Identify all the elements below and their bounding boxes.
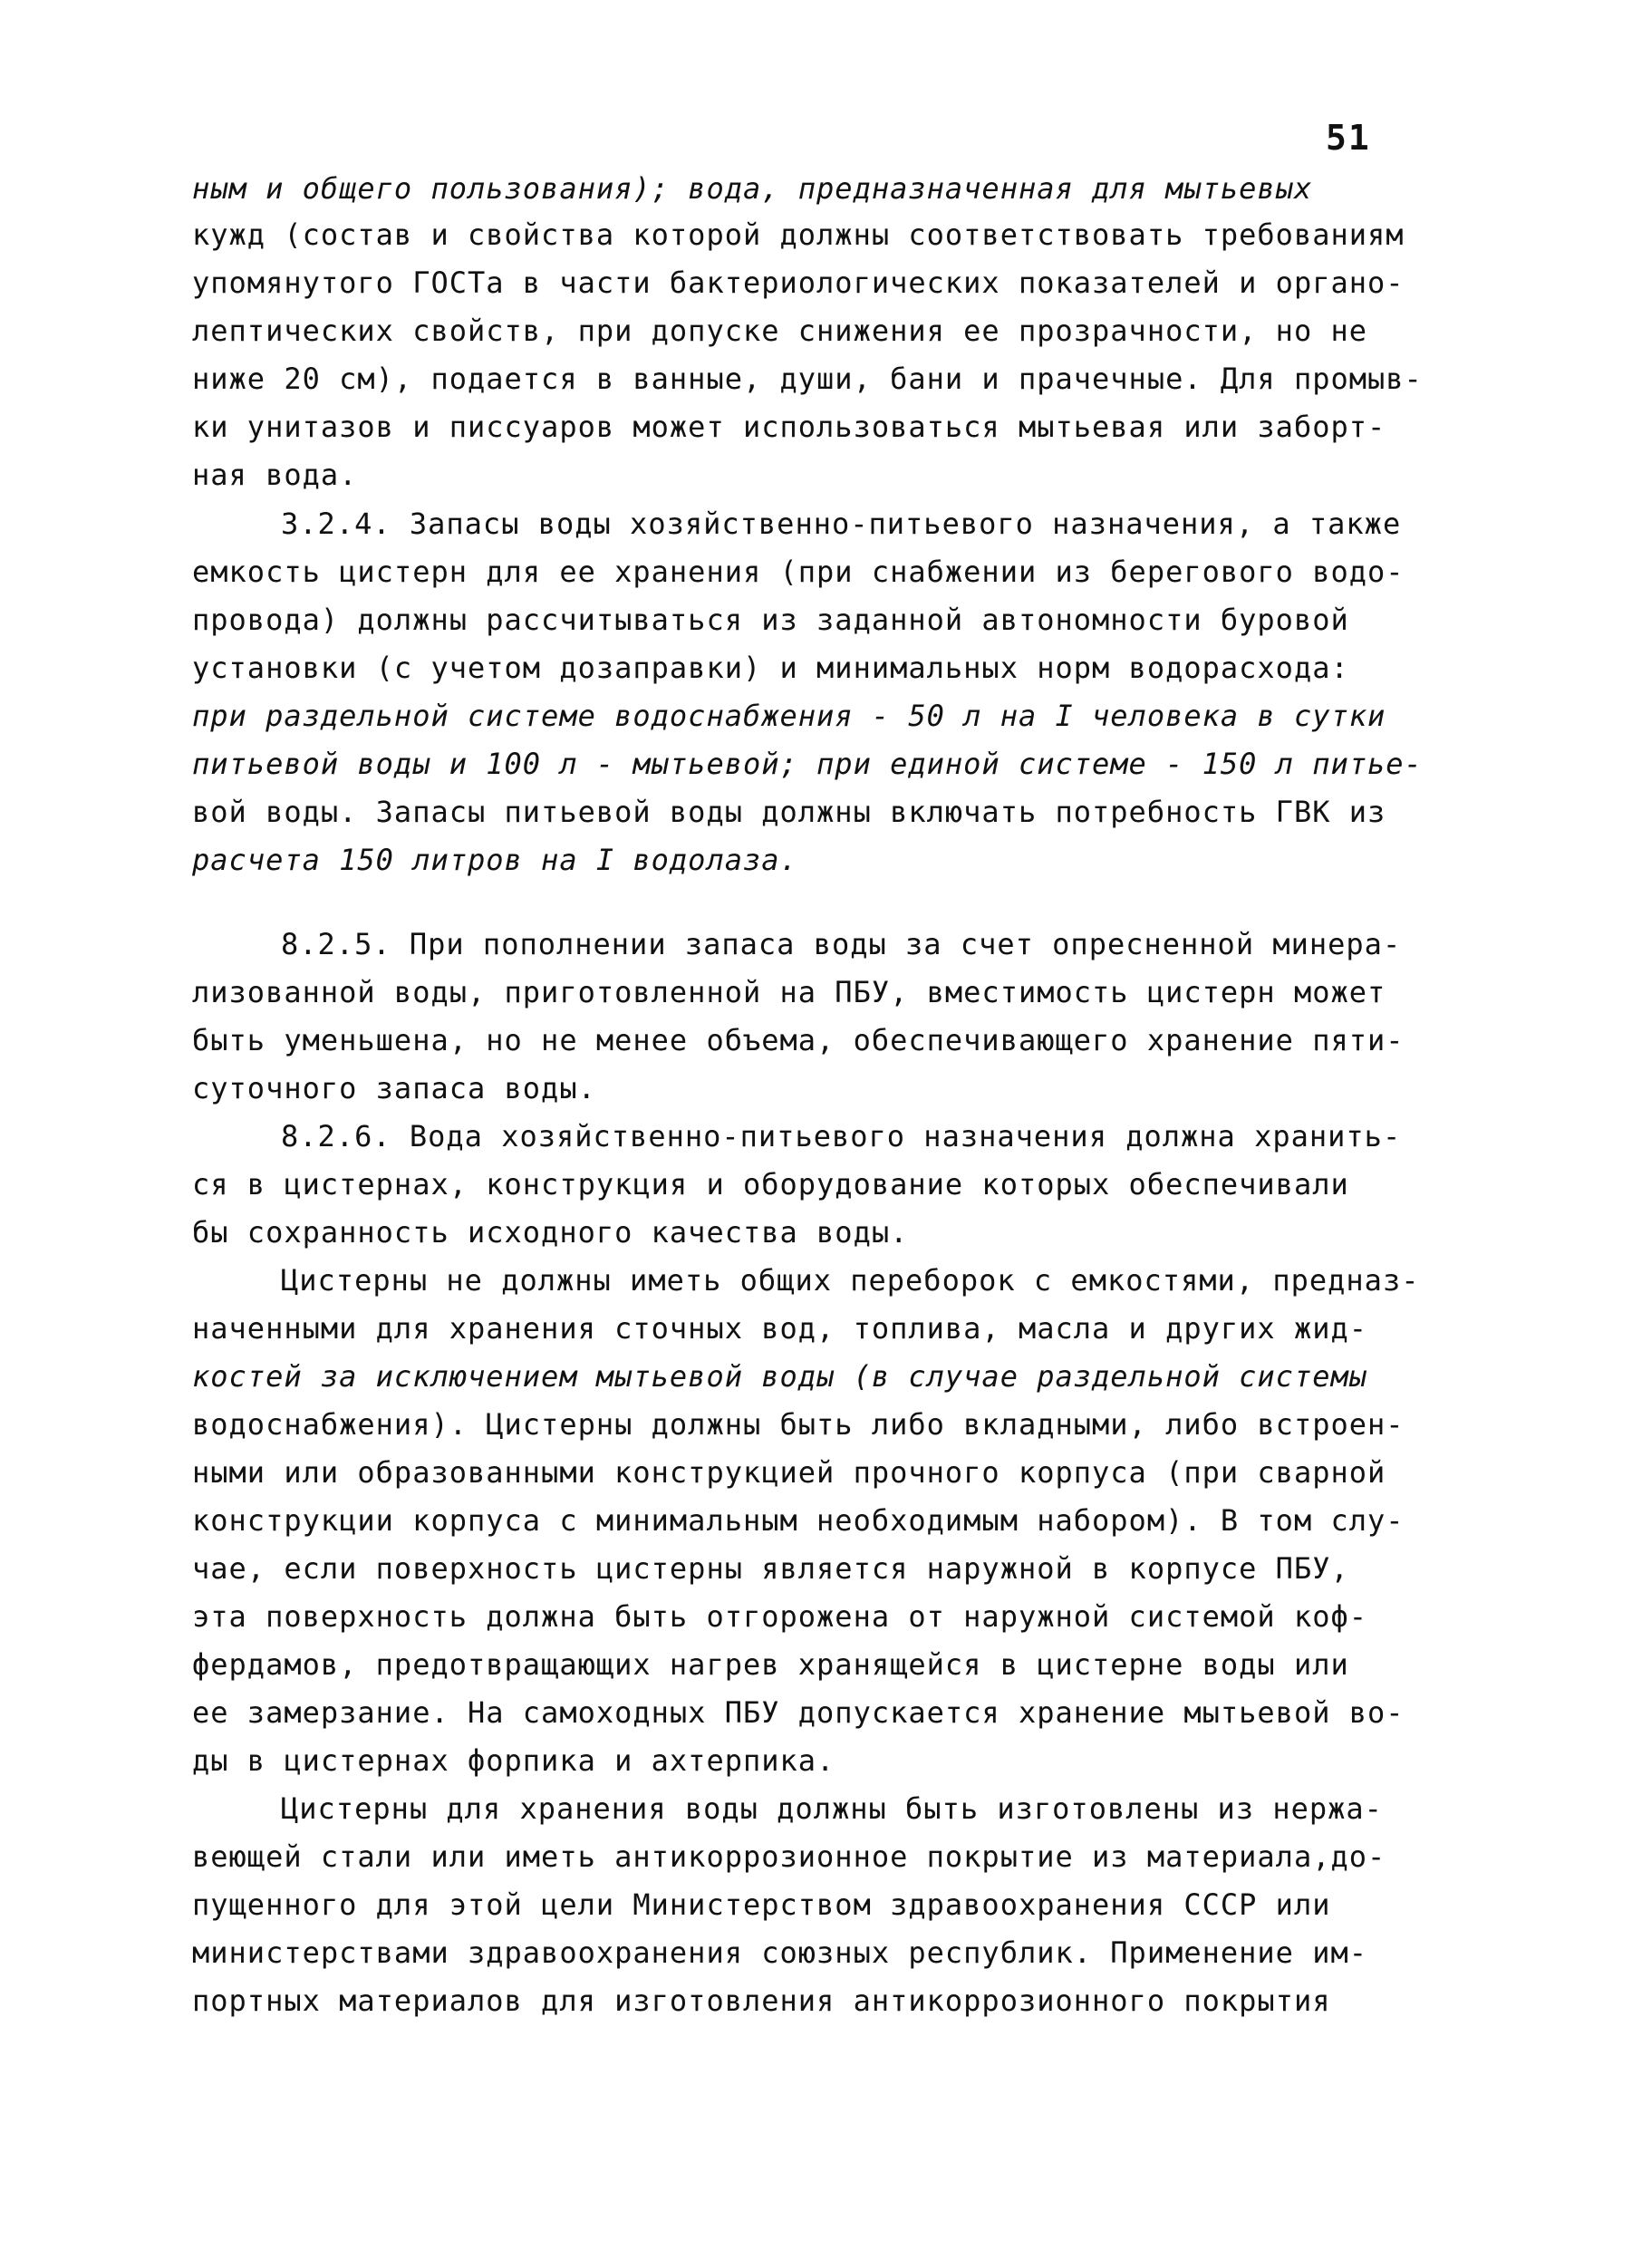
text-line: ды в цистернах форпика и ахтерпика. [192, 1743, 835, 1778]
text-line: портных материалов для изготовления антикоррозионного покрытия [192, 1983, 1331, 2018]
text-line: чае, если поверхность цистерны является наружной в корпусе ПБУ, [192, 1551, 1349, 1586]
paragraph-materials-start: Цистерны для хранения воды должны быть изготовлены из нержа- [281, 1791, 1383, 1826]
paragraph-8-2-5-start: 8.2.5. При пополнении запаса воды за счет опресненной минера- [281, 927, 1402, 961]
text-line: емкость цистерн для ее хранения (при снабжении из берегового водо- [192, 555, 1405, 589]
text-line: суточного запаса воды. [192, 1071, 596, 1105]
paragraph-8-2-6-start: 8.2.6. Вода хозяйственно-питьевого назначения должна хранить- [281, 1119, 1402, 1153]
text-line: пущенного для этой цели Министерством здравоохранения СССР или [192, 1887, 1331, 1922]
text-line: ки унитазов и писсуаров может использоваться мытьевая или заборт- [192, 410, 1386, 444]
text-line: вой воды. Запасы питьевой воды должны включать потребность ГВК из [192, 795, 1386, 829]
text-line: установки (с учетом дозаправки) и минимальных норм водорасхода: [192, 651, 1349, 685]
page-number: 51 [1326, 118, 1371, 158]
text-line: ными или образованными конструкцией прочного корпуса (при сварной [192, 1455, 1386, 1490]
text-line: лептических свойств, при допуске снижения ее прозрачности, но не [192, 314, 1367, 348]
text-line: при раздельной системе водоснабжения - 50 л на I человека в сутки [192, 699, 1386, 733]
text-line: провода) должны рассчитываться из заданной автономности буровой [192, 603, 1349, 637]
text-line: эта поверхность должна быть отгорожена от наружной системой коф- [192, 1599, 1367, 1634]
text-line: костей за исключением мытьевой воды (в случае раздельной системы [192, 1359, 1367, 1394]
text-line: быть уменьшена, но не менее объема, обеспечивающего хранение пяти- [192, 1023, 1405, 1057]
text-line: фердамов, предотвращающих нагрев хранящейся в цистерне воды или [192, 1647, 1349, 1682]
text-line: бы сохранность исходного качества воды. [192, 1215, 909, 1250]
paragraph-cisterns-start: Цистерны не должны иметь общих переборок с емкостями, предназ- [281, 1263, 1420, 1298]
text-line: расчета 150 литров на I водолаза. [192, 843, 798, 877]
text-line: ниже 20 см), подается в ванные, души, бани и прачечные. Для промыв- [192, 362, 1423, 396]
text-line: наченными для хранения сточных вод, топлива, масла и других жид- [192, 1311, 1367, 1346]
text-line: водоснабжения). Цистерны должны быть либо вкладными, либо встроен- [192, 1407, 1405, 1442]
text-line: ная вода. [192, 458, 358, 492]
paragraph-3-2-4-start: 3.2.4. Запасы воды хозяйственно-питьевого назначения, а также [281, 507, 1402, 541]
text-line: лизованной воды, приготовленной на ПБУ, вместимость цистерн может [192, 975, 1386, 1009]
text-line: питьевой воды и 100 л - мытьевой; при единой системе - 150 л питье- [192, 747, 1423, 781]
text-line: министерствами здравоохранения союзных республик. Применение им- [192, 1935, 1367, 1970]
text-line: ным и общего пользования); вода, предназначенная для мытьевых [192, 171, 1313, 206]
text-line: кужд (состав и свойства которой должны соответствовать требованиям [192, 217, 1405, 252]
text-line: ся в цистернах, конструкция и оборудование которых обеспечивали [192, 1167, 1349, 1202]
text-line: ее замерзание. На самоходных ПБУ допускается хранение мытьевой во- [192, 1695, 1405, 1730]
text-line: упомянутого ГОСТа в части бактериологических показателей и органо- [192, 265, 1405, 300]
text-line: веющей стали или иметь антикоррозионное покрытие из материала,до- [192, 1839, 1386, 1874]
text-line: конструкции корпуса с минимальным необходимым набором). В том слу- [192, 1503, 1405, 1538]
